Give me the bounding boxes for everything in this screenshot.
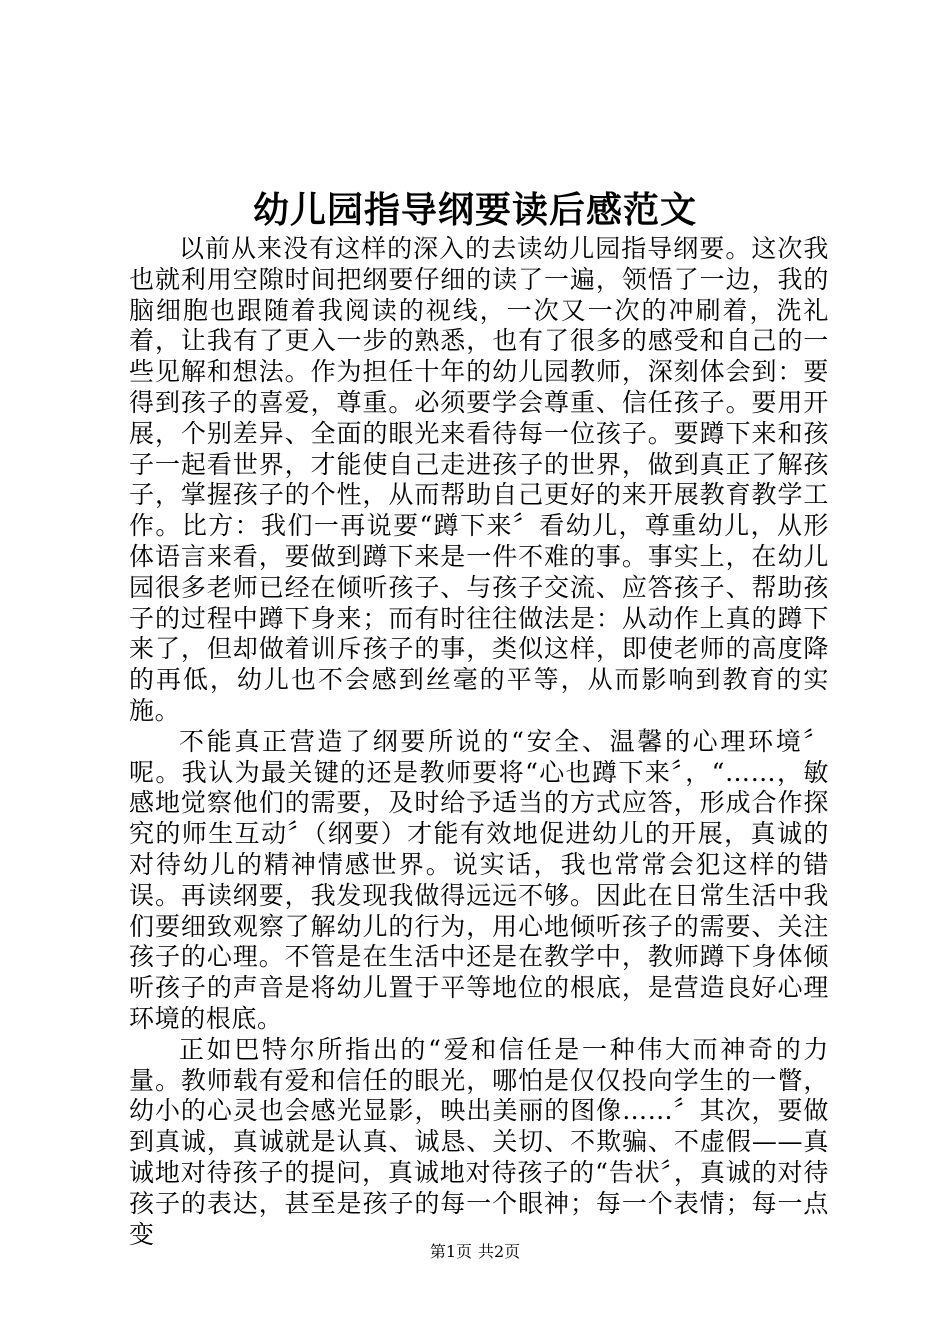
page-number-current: 第1页	[429, 1242, 472, 1261]
paragraph-1: 以前从来没有这样的深入的去读幼儿园指导纲要。这次我也就利用空隙时间把纲要仔细的读了一遍，领悟了一边，我的脑细胞也跟随着我阅读的视线，一次又一次的冲刷着，洗礼着，让我有了更入一步的熟悉，也有了很多的感受和自己的一些见解和想法。作为担任十年的幼儿园教师，深刻体会到：要得到孩子的喜爱，尊重。必须要学会尊重、信任孩子。要用开展，个别差异、全面的眼光来看待每一位孩子。要蹲下来和孩子一起看世界，才能使自己走进孩子的世界，做到真正了解孩子，掌握孩子的个性，从而帮助自己更好的来开展教育教学工作。比方：我们一再说要“蹲下来〞看幼儿，尊重幼儿，从形体语言来看，要做到蹲下来是一件不难的事。事实上，在幼儿园很多老师已经在倾听孩子、与孩子交流、应答孩子、帮助孩子的过程中蹲下身来；而有时往往做法是：从动作上真的蹲下来了，但却做着训斥孩子的事，类似这样，即使老师的高度降的再低，幼儿也不会感到丝毫的平等，从而影响到教育的实施。	[129, 234, 829, 725]
paragraph-2: 不能真正营造了纲要所说的“安全、温馨的心理环境〞呢。我认为最关键的还是教师要将“心也蹲下来〞，“……，敏感地觉察他们的需要，及时给予适当的方式应答，形成合作探究的师生互动〞（纲要）才能有效地促进幼儿的开展，真诚的对待幼儿的精神情感世界。说实话，我也常常会犯这样的错误。再读纲要，我发现我做得远远不够。因此在日常生活中我们要细致观察了解幼儿的行为，用心地倾听孩子的需要、关注孩子的心理。不管是在生活中还是在教学中，教师蹲下身体倾听孩子的声音是将幼儿置于平等地位的根底，是营造良好心理环境的根底。	[129, 726, 829, 1033]
document-title: 幼儿园指导纲要读后感范文	[252, 189, 697, 231]
document-body	[129, 234, 829, 1250]
page-footer	[0, 1242, 950, 1262]
paragraph-3: 正如巴特尔所指出的“爱和信任是一种伟大而神奇的力量。教师载有爱和信任的眼光，哪怕是仅仅投向学生的一瞥，幼小的心灵也会感光显影，映出美丽的图像……〞其次，要做到真诚，真诚就是认真、诚恳、关切、不欺骗、不虚假——真诚地对待孩子的提问，真诚地对待孩子的“告状〞，真诚的对待孩子的表达，甚至是孩子的每一个眼神；每一个表情；每一点变	[129, 1034, 829, 1249]
page-number-total: 共2页	[478, 1242, 521, 1261]
